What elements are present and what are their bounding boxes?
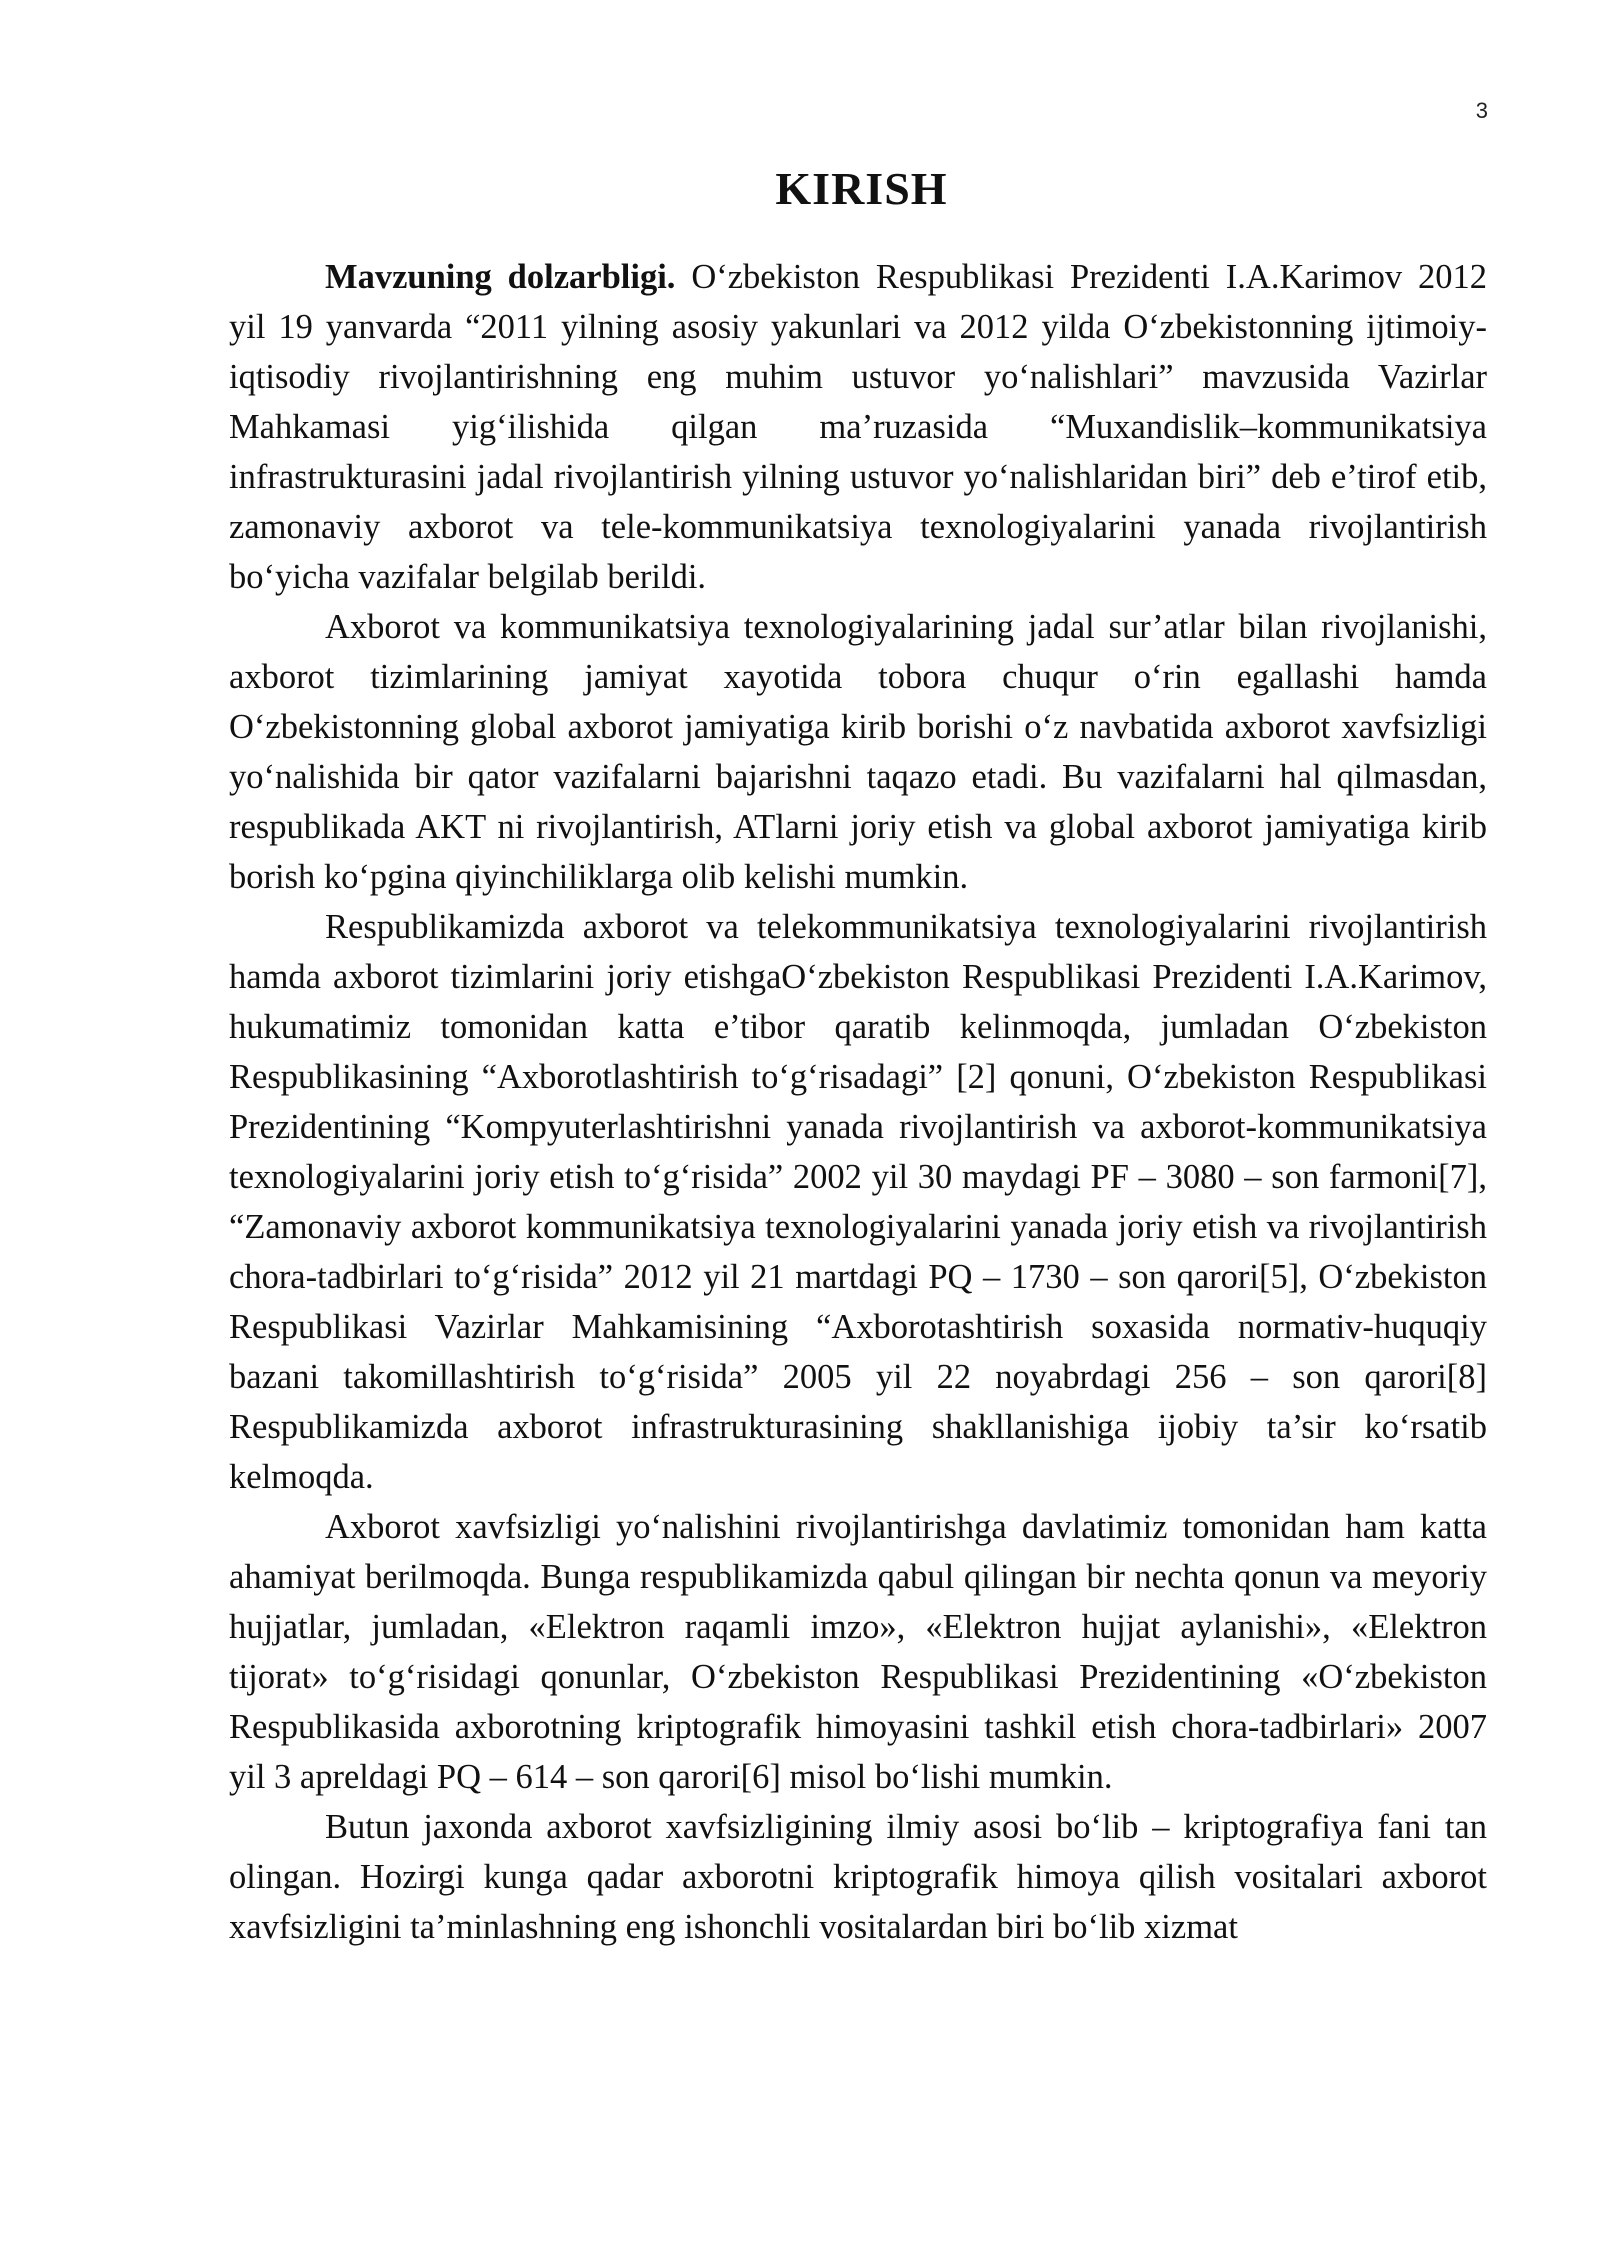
paragraph: Respublikamizda axborot va telekommunikatsiya texnologiyalarini rivojlantirish hamda axborot tizimlarini joriy etishgaO‘zbekiston Respublikasi Prezidenti I.A.Karimov, hukumatimiz tomonidan katta e’tibor qaratib kelinmoqda, jumladan O‘zbekiston Respublikasining “Axborotlashtirish to‘g‘risadagi” [2] qonuni, O‘zbekiston Respublikasi Prezidentining “Kompyuterlashtirishni yanada rivojlantirish va axborot-kommunikatsiya texnologiyalarini joriy etish to‘g‘risida” 2002 yil 30 maydagi PF – 3080 – son farmoni[7], “Zamonaviy axborot kommunikatsiya texnologiyalarini yanada joriy etish va rivojlantirish chora-tadbirlari to‘g‘risida” 2012 yil 21 martdagi PQ – 1730 – son qarori[5], O‘zbekiston Respublikasi Vazirlar Mahkamisining “Axborotashtirish soxasida normativ-huquqiy bazani takomillashtirish to‘g‘risida” 2005 yil 22 noyabrdagi 256 – son qarori[8] Respublikamizda axborot infrastrukturasining shakllanishiga ijobiy ta’sir ko‘rsatib kelmoqda. (229, 908, 1487, 1496)
paragraph-text: O‘zbekiston Respublikasi Prezidenti I.A.Karimov 2012 yil 19 yanvarda “2011 yilning asosiy yakunlari va 2012 yilda O‘zbekistonning ijtimoiy-iqtisodiy rivojlantirishning eng muhim ustuvor yo‘nalishlari” mavzusida Vazirlar Mahkamasi yig‘ilishida qilgan ma’ruzasida “Muxandislik–kommunikatsiya infrastrukturasini jadal rivojlantirish yilning ustuvor yo‘nalishlaridan biri” deb e’tirof etib, zamonaviy axborot va tele-kommunikatsiya texnologiyalarini yanada rivojlantirish bo‘yicha vazifalar belgilab berildi. (229, 258, 1487, 596)
paragraph-lead: Mavzuning dolzarbligi. (325, 258, 676, 296)
paragraph: Axborot va kommunikatsiya texnologiyalarining jadal sur’atlar bilan rivojlanishi, axborot tizimlarining jamiyat xayotida tobora chuqur o‘rin egallashi hamda O‘zbekistonning global axborot jamiyatiga kirib borishi o‘z navbatida axborot xavfsizligi yo‘nalishida bir qator vazifalarni bajarishni taqazo etadi. Bu vazifalarni hal qilmasdan, respublikada AKT ni rivojlantirish, ATlarni joriy etish va global axborot jamiyatiga kirib borish ko‘pgina qiyinchiliklarga olib kelishi mumkin. (229, 608, 1487, 896)
document-body (229, 252, 1487, 1952)
section-heading: KIRISH (775, 163, 948, 214)
page-number: 3 (1475, 98, 1488, 123)
paragraph: Axborot xavfsizligi yo‘nalishini rivojlantirishga davlatimiz tomonidan ham katta ahamiyat berilmoqda. Bunga respublikamizda qabul qilingan bir nechta qonun va meyoriy hujjatlar, jumladan, «Elektron raqamli imzo», «Elektron hujjat aylanishi», «Elektron tijorat» to‘g‘risidagi qonunlar, O‘zbekiston Respublikasi Prezidentining «O‘zbekiston Respublikasida axborotning kriptografik himoyasini tashkil etish chora-tadbirlari» 2007 yil 3 apreldagi PQ – 614 – son qarori[6] misol bo‘lishi mumkin. (229, 1508, 1487, 1796)
paragraph-last-line: Butun jaxonda axborot xavfsizligining ilmiy asosi bo‘lib – kriptografiya fani tan olingan. Hozirgi kunga qadar axborotni kriptografik himoya qilish vositalari axborot xavfsizligini ta’minlashning eng ishonchli vositalardan biri bo‘lib xizmat (229, 1808, 1487, 1946)
paragraph-relevance (229, 252, 1487, 602)
